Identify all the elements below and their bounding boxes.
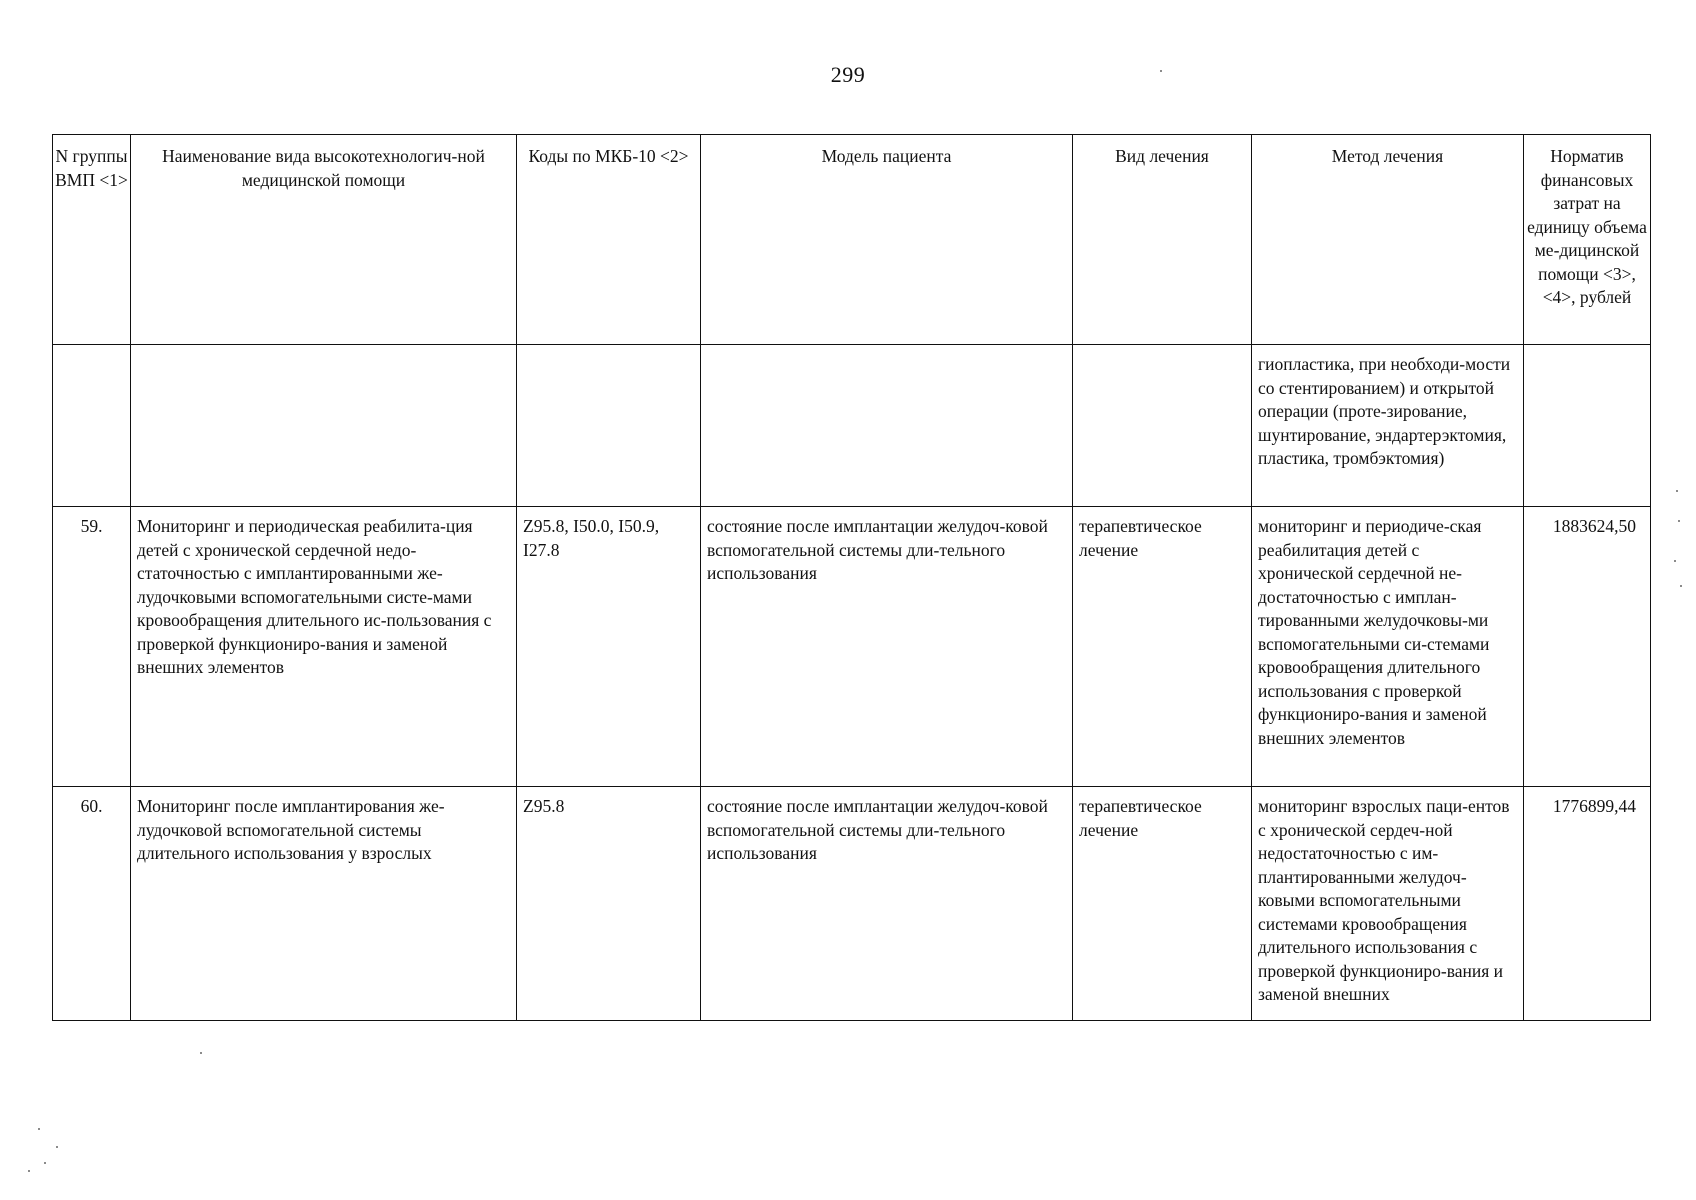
cell-patient-model	[701, 345, 1073, 507]
scan-speck	[38, 1128, 40, 1130]
cell-method: мониторинг взрослых паци-ентов с хронической сердеч-ной недостаточностью с им-плантированными желудоч-ковыми вспомогательными системами кровообращения длительного использования с проверкой функциониро-вания и заменой внешних	[1252, 787, 1524, 1021]
scan-speck	[1674, 560, 1676, 562]
cell-treatment-type	[1073, 345, 1252, 507]
cell-codes: Z95.8, I50.0, I50.9, I27.8	[517, 507, 701, 787]
scan-speck	[1676, 490, 1678, 492]
cell-method: гиопластика, при необходи-мости со стентированием) и открытой операции (проте-зирование, шунтирование, эндартерэктомия, пластика, тромбэктомия)	[1252, 345, 1524, 507]
table-row	[53, 507, 1651, 787]
header-patient-model: Модель пациента	[701, 135, 1073, 345]
cell-name: Мониторинг после имплантирования же-лудочковой вспомогательной системы длительного использования у взрослых	[131, 787, 517, 1021]
scan-speck	[44, 1162, 46, 1164]
scan-speck	[200, 1052, 202, 1054]
scan-speck	[28, 1170, 30, 1172]
cell-name: Мониторинг и периодическая реабилита-ция детей с хронической сердечной недо-статочностью с имплантированными же-лудочковыми вспомогательными систе-мами кровообращения длительного ис-пользования с проверкой функциониро-вания и заменой внешних элементов	[131, 507, 517, 787]
header-treatment-method: Метод лечения	[1252, 135, 1524, 345]
cell-number	[53, 345, 131, 507]
cell-patient-model: состояние после имплантации желудоч-ковой вспомогательной системы дли-тельного использования	[701, 787, 1073, 1021]
cell-name	[131, 345, 517, 507]
cell-number: 60.	[53, 787, 131, 1021]
page-number: 299	[830, 62, 866, 87]
scan-speck	[1678, 520, 1680, 522]
header-treatment-type: Вид лечения	[1073, 135, 1252, 345]
cell-patient-model: состояние после имплантации желудоч-ковой вспомогательной системы дли-тельного использования	[701, 507, 1073, 787]
header-care-type-name: Наименование вида высокотехнологич-ной медицинской помощи	[131, 135, 517, 345]
header-group-number: N группы ВМП <1>	[53, 135, 131, 345]
cell-cost: 1776899,44	[1524, 787, 1651, 1021]
cell-treatment-type: терапевтическое лечение	[1073, 507, 1252, 787]
scan-speck	[56, 1146, 58, 1148]
vmp-table	[52, 134, 1651, 1021]
cell-treatment-type: терапевтическое лечение	[1073, 787, 1252, 1021]
cell-codes: Z95.8	[517, 787, 701, 1021]
table-row	[53, 787, 1651, 1021]
cell-number: 59.	[53, 507, 131, 787]
scan-speck	[1680, 585, 1682, 587]
cell-cost	[1524, 345, 1651, 507]
header-cost-standard: Норматив финансовых затрат на единицу объема ме-дицинской помощи <3>, <4>, рублей	[1524, 135, 1651, 345]
header-icd-codes: Коды по МКБ-10 <2>	[517, 135, 701, 345]
cell-cost: 1883624,50	[1524, 507, 1651, 787]
scan-speck	[1160, 70, 1162, 72]
cell-method: мониторинг и периодиче-ская реабилитация детей с хронической сердечной не-достаточностью с имплан-тированными желудочковы-ми вспомогательными си-стемами кровообращения длительного использования с проверкой функциониро-вания и заменой внешних элементов	[1252, 507, 1524, 787]
cell-codes	[517, 345, 701, 507]
table-header-row	[53, 135, 1651, 345]
table-row-continuation	[53, 345, 1651, 507]
